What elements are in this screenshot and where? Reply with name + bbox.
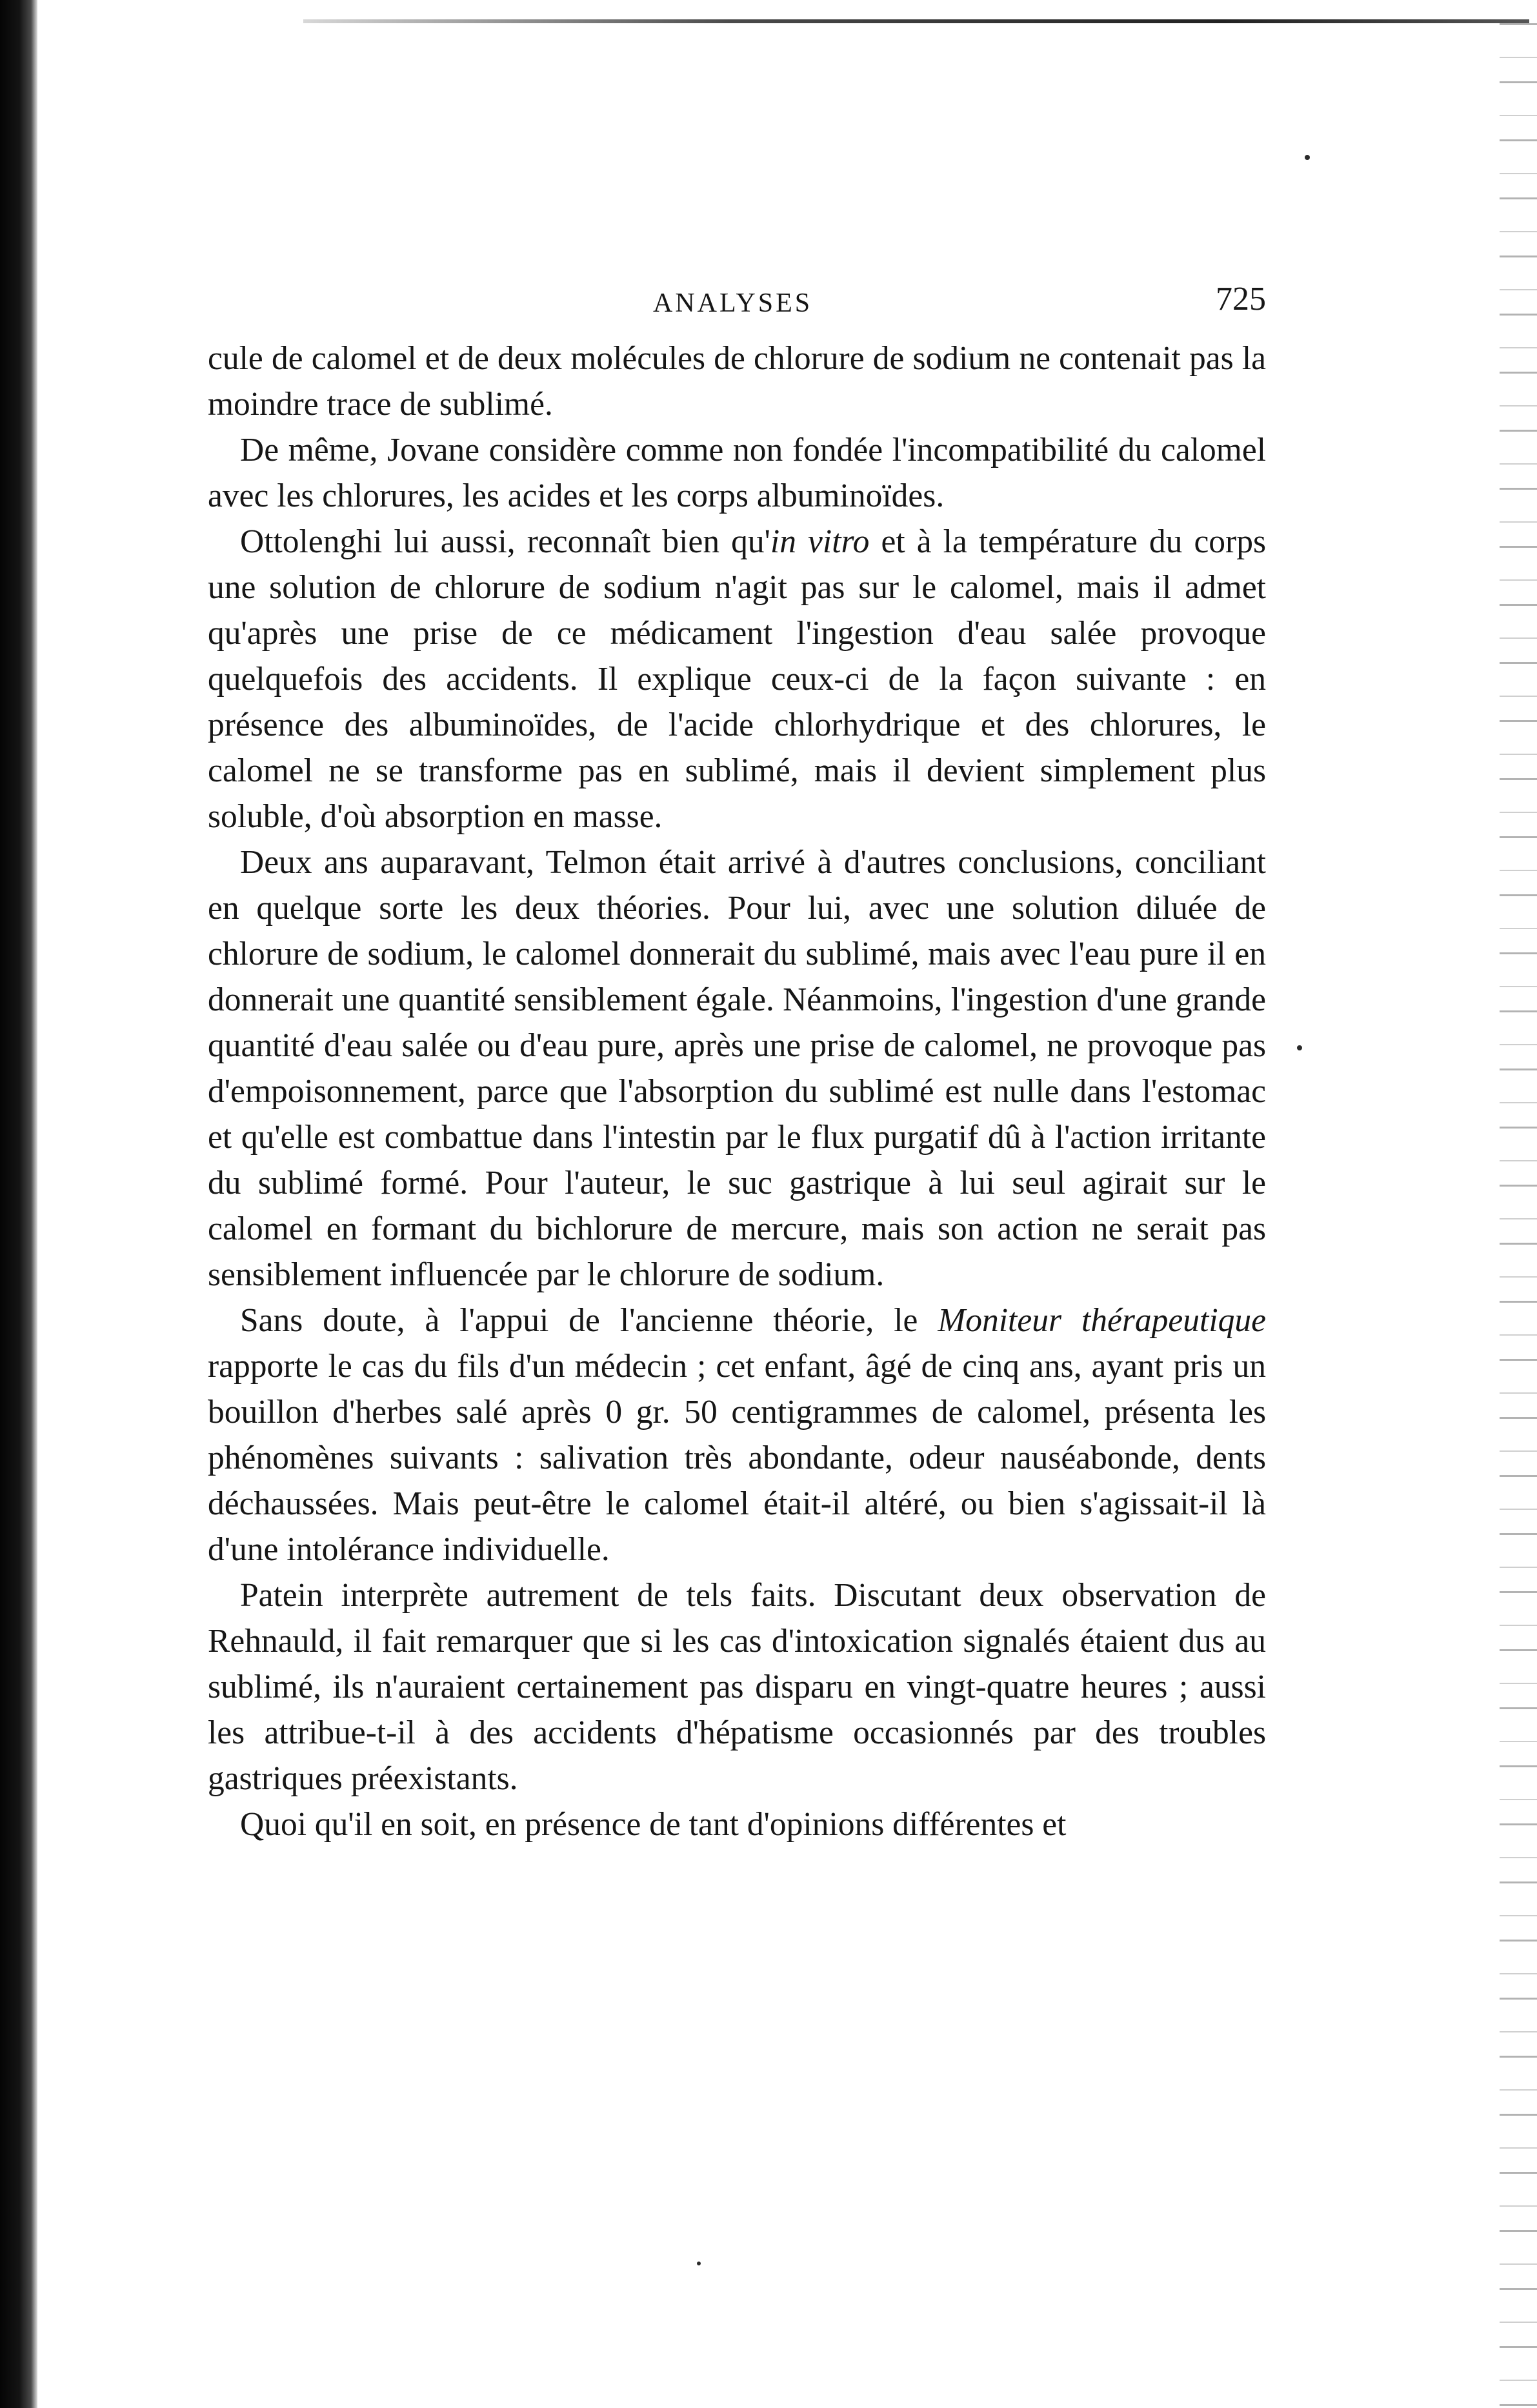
scan-left-edge	[0, 0, 37, 2408]
scan-speck	[697, 2262, 701, 2265]
text-run: rapporte le cas du fils d'un médecin ; cet enfant, âgé de cinq ans, ayant pris un bouillon d'herbes salé après 0 gr. 50 centigrammes de calomel, présenta les phénomènes suivants : salivation très abondante, odeur nauséabonde, dents déchaussées. Mais peut-être le calomel était-il altéré, ou bien s'agissait-il là d'une intolérance individuelle.	[208, 1348, 1266, 1568]
text-run: cule de calomel et de deux molécules de chlorure de sodium ne contenait pas la moindre trace de sublimé.	[208, 340, 1266, 423]
paragraph-7	[208, 1801, 1266, 1847]
scan-speck	[1297, 1045, 1302, 1050]
text-run: De même, Jovane considère comme non fondée l'incompatibilité du calomel avec les chlorures, les acides et les corps albuminoïdes.	[208, 432, 1266, 514]
text-run: Patein interprète autrement de tels faits. Discutant deux observation de Rehnauld, il fait remarquer que si les cas d'intoxication signalés étaient dus au sublimé, ils n'auraient certainement pas disparu en vingt-quatre heures ; aussi les attribue-t-il à des accidents d'hépatisme occasionnés par des troubles gastriques préexistants.	[208, 1577, 1266, 1797]
paragraph-4	[208, 839, 1266, 1298]
paragraph-6	[208, 1572, 1266, 1801]
scan-top-edge	[303, 19, 1529, 23]
paragraph-3	[208, 519, 1266, 839]
text-run: Sans doute, à l'appui de l'ancienne théorie, le	[240, 1302, 938, 1339]
paragraph-2	[208, 427, 1266, 519]
text-run: Deux ans auparavant, Telmon était arrivé à d'autres conclusions, conciliant en quelque sorte les deux théories. Pour lui, avec une solution diluée de chlorure de sodium, le calomel donnerait du sublimé, mais avec l'eau pure il en donnerait une quantité sensiblement égale. Néanmoins, l'ingestion d'une grande quantité d'eau salée ou d'eau pure, après une prise de calomel, ne provoque pas d'empoisonnement, parce que l'absorption du sublimé est nulle dans l'estomac et qu'elle est combattue dans l'intestin par le flux purgatif dû à l'action irritante du sublimé formé. Pour l'auteur, le suc gastrique à lui seul agirait sur le calomel en formant du bichlorure de mercure, mais son action ne serait pas sensiblement influencée par le chlorure de sodium.	[208, 844, 1266, 1293]
paragraph-5	[208, 1298, 1266, 1572]
paragraph-1	[208, 336, 1266, 427]
scan-right-edge	[1500, 0, 1537, 2408]
running-title: ANALYSES	[653, 288, 813, 318]
page-number: 725	[1216, 281, 1266, 317]
page	[208, 277, 1266, 1847]
body-text	[208, 336, 1266, 1847]
text-run: et à la température du corps une solution de chlorure de sodium n'agit pas sur le calomel, mais il admet qu'après une prise de ce médicament l'ingestion d'eau salée provoque quelquefois des accidents. Il explique ceux-ci de la façon suivante : en présence des albuminoïdes, de l'acide chlorhydrique et des chlorures, le calomel ne se transforme pas en sublimé, mais il devient simplement plus soluble, d'où absorption en masse.	[208, 523, 1266, 835]
scan-speck	[1305, 155, 1310, 160]
text-run: Ottolenghi lui aussi, reconnaît bien qu'	[240, 523, 770, 560]
italic-run: in vitro	[770, 523, 870, 560]
italic-run: Moniteur thérapeutique	[938, 1302, 1266, 1339]
text-run: Quoi qu'il en soit, en présence de tant d'opinions différentes et	[240, 1806, 1067, 1843]
running-head	[208, 277, 1266, 336]
